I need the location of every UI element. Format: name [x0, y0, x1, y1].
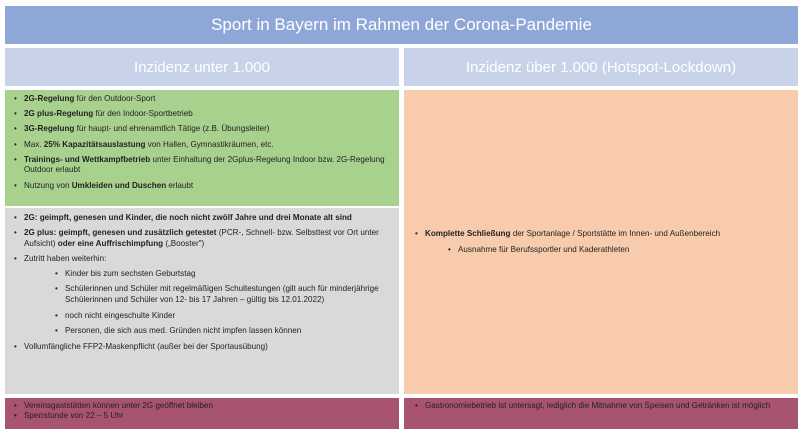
- list-item: • 2G plus-Regelung für den Indoor-Sportbetrieb: [13, 109, 393, 120]
- lockdown-exceptions-list: [447, 245, 790, 256]
- gastronomy-right-list: [414, 401, 790, 411]
- list-item: • 2G: geimpft, genesen und Kinder, die noch nicht zwölf Jahre und drei Monate alt sind: [13, 213, 393, 224]
- list-item: • Komplette Schließung der Sportanlage / Sportstätte im Innen- und Außenbereich • Ausnahme für Berufssportler und Kaderathleten: [414, 229, 790, 255]
- gastronomy-right-panel: [404, 398, 798, 429]
- list-item: • Vollumfängliche FFP2-Maskenpflicht (außer bei der Sportausübung): [13, 342, 393, 353]
- list-item: • Ausnahme für Berufssportler und Kaderathleten: [447, 245, 790, 256]
- list-item: • 3G-Regelung für haupt- und ehrenamtlich Tätige (z.B. Übungsleiter): [13, 124, 393, 135]
- list-item: • 2G plus: geimpft, genesen und zusätzlich getestet (PCR-, Schnell- bzw. Selbsttest vor Ort unter Aufsicht) oder eine Auffrischimpfung („Booster"): [13, 228, 393, 249]
- lockdown-list: [414, 229, 790, 255]
- list-item: • Nutzung von Umkleiden und Duschen erlaubt: [13, 181, 393, 192]
- green-rules-panel: [5, 90, 399, 206]
- access-exceptions-list: [54, 269, 393, 337]
- gastronomy-left-list: [13, 401, 393, 421]
- list-item: • noch nicht eingeschulte Kinder: [54, 311, 393, 322]
- list-item: • Sperrstunde von 22 – 5 Uhr: [13, 411, 393, 421]
- list-item: • Kinder bis zum sechsten Geburtstag: [54, 269, 393, 280]
- list-item: • Zutritt haben weiterhin: • Kinder bis zum sechsten Geburtstag • Schülerinnen und Schüler mit regelmäßigen Schultestungen (gilt auch für minderjährige Schülerinnen und Schüler von 12- bis 17 Jahren – gültig bis 12.01.2022) • noch nicht eingeschulte Kinder • Personen, die sich aus med. Gründen nicht impfen lassen können: [13, 254, 393, 337]
- list-item: • Trainings- und Wettkampfbetrieb unter Einhaltung der 2Gplus-Regelung Indoor bzw. 2G-Regelung Outdoor erlaubt: [13, 155, 393, 176]
- page-title: Sport in Bayern im Rahmen der Corona-Pandemie: [5, 6, 798, 44]
- list-item: • Personen, die sich aus med. Gründen nicht impfen lassen können: [54, 326, 393, 337]
- access-rules-list: [13, 213, 393, 353]
- column-header-above-1000: Inzidenz über 1.000 (Hotspot-Lockdown): [404, 48, 798, 86]
- gastronomy-left-panel: [5, 398, 399, 429]
- list-item: • Vereinsgaststätten können unter 2G geöffnet bleiben: [13, 401, 393, 411]
- list-item: • 2G-Regelung für den Outdoor-Sport: [13, 94, 393, 105]
- access-rules-panel: [5, 208, 399, 394]
- column-header-below-1000: Inzidenz unter 1.000: [5, 48, 399, 86]
- list-item: • Max. 25% Kapazitätsauslastung von Hallen, Gymnastikräumen, etc.: [13, 140, 393, 151]
- list-item: • Gastronomiebetrieb ist untersagt, lediglich die Mitnahme von Speisen und Getränken ist möglich: [414, 401, 790, 411]
- green-rules-list: [13, 94, 393, 191]
- list-item: • Schülerinnen und Schüler mit regelmäßigen Schultestungen (gilt auch für minderjährige Schülerinnen und Schüler von 12- bis 17 Jahren – gültig bis 12.01.2022): [54, 284, 393, 305]
- lockdown-panel: [404, 90, 798, 394]
